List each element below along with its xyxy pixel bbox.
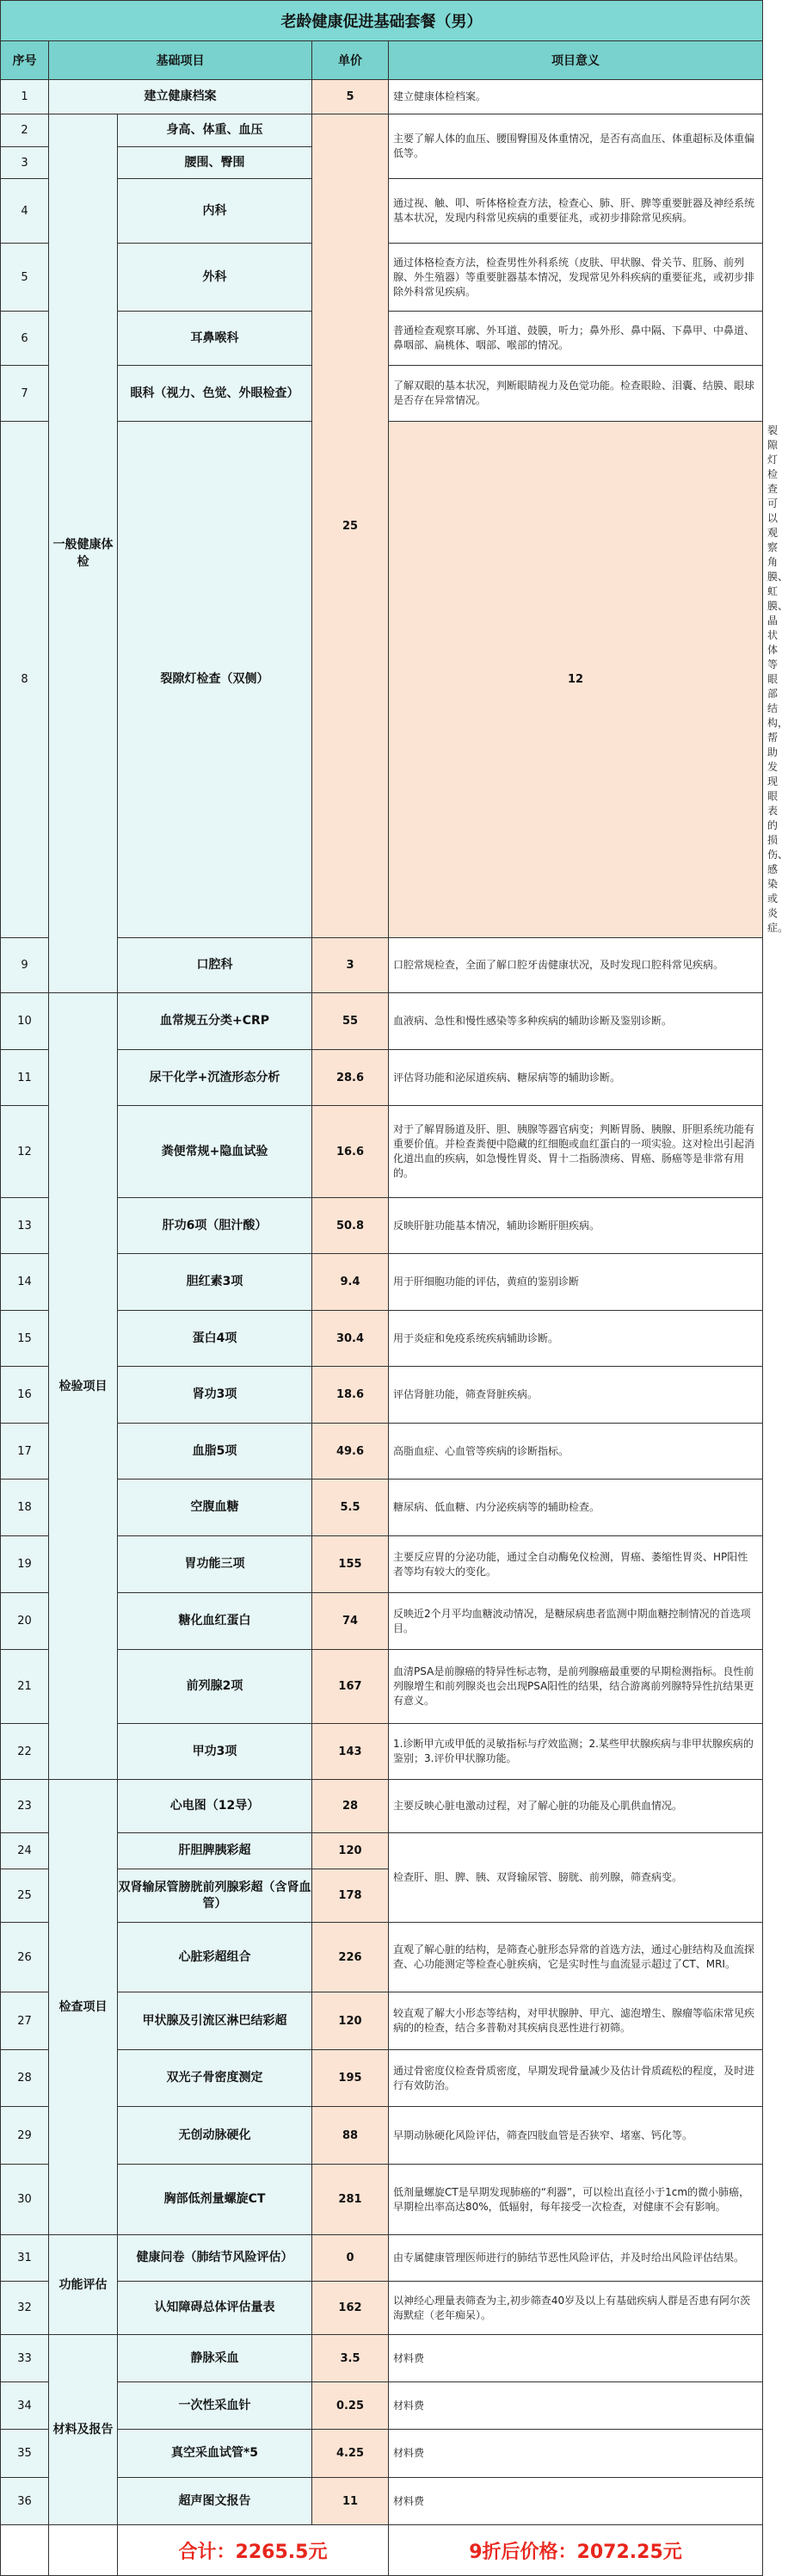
table-row: [1, 114, 763, 147]
row-number: 29: [1, 2107, 49, 2165]
item-price: 0.25: [312, 2382, 389, 2430]
item-name: 内科: [118, 179, 312, 244]
item-price: 226: [312, 1923, 389, 1992]
item-name: 腰围、臀围: [118, 147, 312, 179]
page-title: 老龄健康促进基础套餐（男）: [1, 1, 763, 41]
item-price: 120: [312, 1833, 389, 1869]
item-description: 由专属健康管理医师进行的肺结节恶性风险评估，并及时给出风险评估结果。: [389, 2235, 763, 2282]
row-number: 5: [1, 244, 49, 312]
item-price: 155: [312, 1536, 389, 1593]
row-number: 6: [1, 312, 49, 366]
item-price: 3: [312, 938, 389, 993]
item-price: 143: [312, 1724, 389, 1780]
row-number: 35: [1, 2430, 49, 2478]
item-name: 裂隙灯检查（双侧）: [118, 422, 312, 938]
row-number: 12: [1, 1106, 49, 1198]
item-description: 了解双眼的基本状况，判断眼睛视力及色觉功能。检查眼睑、泪囊、结膜、眼球是否存在异常情况。: [389, 366, 763, 422]
category-exam: 检查项目: [49, 1780, 118, 2235]
category-general: 一般健康体检: [49, 114, 118, 993]
item-name: 胸部低剂量螺旋CT: [118, 2165, 312, 2235]
item-price: 167: [312, 1650, 389, 1724]
item-name: 尿干化学+沉渣形态分析: [118, 1050, 312, 1106]
item-price: 195: [312, 2050, 389, 2107]
header-no: 序号: [1, 41, 49, 80]
category-material: 材料及报告: [49, 2335, 118, 2525]
item-name: 空腹血糖: [118, 1480, 312, 1536]
item-description: 高脂血症、心血管等疾病的诊断指标。: [389, 1424, 763, 1480]
row-number: 26: [1, 1923, 49, 1992]
item-price: 49.6: [312, 1424, 389, 1480]
item-name: 建立健康档案: [49, 80, 312, 114]
item-name: 无创动脉硬化: [118, 2107, 312, 2165]
item-price: 28: [312, 1780, 389, 1833]
item-price: 178: [312, 1869, 389, 1923]
item-name: 外科: [118, 244, 312, 312]
row-number: 11: [1, 1050, 49, 1106]
item-description: 建立健康体检档案。: [389, 80, 763, 114]
row-number: 27: [1, 1992, 49, 2050]
item-name: 心电图（12导）: [118, 1780, 312, 1833]
item-description: 材料费: [389, 2382, 763, 2430]
item-description: 较直观了解大小形态等结构，对甲状腺肿、甲亢、滤泡增生、腺瘤等临床常见疾病的的检查，结合多普勒对其疾病良恶性进行初筛。: [389, 1992, 763, 2050]
row-number: 18: [1, 1480, 49, 1536]
item-price: 5.5: [312, 1480, 389, 1536]
row-number: 28: [1, 2050, 49, 2107]
item-name: 耳鼻喉科: [118, 312, 312, 366]
table-row: [1, 80, 763, 114]
row-number: 13: [1, 1198, 49, 1254]
header-price: 单价: [312, 41, 389, 80]
header-meaning: 项目意义: [389, 41, 763, 80]
item-name: 真空采血试管*5: [118, 2430, 312, 2478]
row-number: 2: [1, 114, 49, 147]
item-name: 双光子骨密度测定: [118, 2050, 312, 2107]
item-name: 甲功3项: [118, 1724, 312, 1780]
row-number: 8: [1, 422, 49, 938]
item-description: 普通检查观察耳廓、外耳道、鼓膜，听力；鼻外形、鼻中隔、下鼻甲、中鼻道、鼻咽部、扁桃体、咽部、喉部的情况。: [389, 312, 763, 366]
item-description: 检查肝、胆、脾、胰、双肾输尿管、膀胱、前列腺，筛查病变。: [389, 1833, 763, 1923]
row-number: 21: [1, 1650, 49, 1724]
header-item: 基础项目: [49, 41, 312, 80]
item-name: 甲状腺及引流区淋巴结彩超: [118, 1992, 312, 2050]
row-number: 1: [1, 80, 49, 114]
row-number: 19: [1, 1536, 49, 1593]
item-price: 25: [312, 114, 389, 938]
item-name: 蛋白4项: [118, 1311, 312, 1367]
item-description: 口腔常规检查，全面了解口腔牙齿健康状况，及时发现口腔科常见疾病。: [389, 938, 763, 993]
item-price: 162: [312, 2282, 389, 2335]
row-number: 7: [1, 366, 49, 422]
table-row: 8 裂隙灯检查（双侧） 12 裂隙灯检查可以观察角膜、虹膜、晶状体等眼部结构，帮助发现眼表的损伤、感染或炎症。: [1, 422, 763, 938]
item-description: 主要了解人体的血压、腰围臀围及体重情况，是否有高血压、体重超标及体重偏低等。: [389, 114, 763, 179]
row-number: 24: [1, 1833, 49, 1869]
footer-blank: [1, 2525, 49, 2576]
item-price: 30.4: [312, 1311, 389, 1367]
item-price: 9.4: [312, 1254, 389, 1311]
row-number: 4: [1, 179, 49, 244]
row-number: 9: [1, 938, 49, 993]
item-name: 眼科（视力、色觉、外眼检查）: [118, 366, 312, 422]
item-description: 直观了解心脏的结构，是筛查心脏形态异常的首选方法，通过心脏结构及血流探查、心功能测定等检查心脏疾病，它是实时性与血流显示超过了CT、MRI。: [389, 1923, 763, 1992]
item-name: 粪便常规+隐血试验: [118, 1106, 312, 1198]
row-number: 15: [1, 1311, 49, 1367]
item-description: 用于肝细胞功能的评估，黄疸的鉴别诊断: [389, 1254, 763, 1311]
item-name: 心脏彩超组合: [118, 1923, 312, 1992]
item-name: 前列腺2项: [118, 1650, 312, 1724]
item-description: 主要反应胃的分泌功能，通过全自动酶免仪检测，胃癌、萎缩性胃炎、HP阳性者等均有较大的变化。: [389, 1536, 763, 1593]
item-name: 静脉采血: [118, 2335, 312, 2382]
footer-blank: [49, 2525, 118, 2576]
item-name: 糖化血红蛋白: [118, 1593, 312, 1650]
item-description: 1.诊断甲亢或甲低的灵敏指标与疗效监测；2.某些甲状腺疾病与非甲状腺疾病的鉴别；3.评价甲状腺功能。: [389, 1724, 763, 1780]
item-price: 55: [312, 993, 389, 1050]
row-number: 25: [1, 1869, 49, 1923]
item-price: 0: [312, 2235, 389, 2282]
item-price: 11: [312, 2478, 389, 2525]
item-description: 对于了解胃肠道及肝、胆、胰腺等器官病变；判断胃肠、胰腺、肝胆系统功能有重要价值。并检查粪便中隐藏的红细胞或血红蛋白的一项实验。这对检出引起消化道出血的疾病，如急慢性胃炎、胃十二指肠溃疡、胃癌、肠癌等是非常有用的。: [389, 1106, 763, 1198]
item-description: 糖尿病、低血糖、内分泌疾病等的辅助检查。: [389, 1480, 763, 1536]
row-number: 36: [1, 2478, 49, 2525]
item-name: 胃功能三项: [118, 1536, 312, 1593]
table-row: [1, 993, 763, 1050]
item-name: 一次性采血针: [118, 2382, 312, 2430]
row-number: 32: [1, 2282, 49, 2335]
item-description: 低剂量螺旋CT是早期发现肺癌的“利器”，可以检出直径小于1cm的微小肺癌，早期检出率高达80%，低辐射，每年接受一次检查，对健康不会有影响。: [389, 2165, 763, 2235]
row-number: 14: [1, 1254, 49, 1311]
row-number: 30: [1, 2165, 49, 2235]
item-name: 血常规五分类+CRP: [118, 993, 312, 1050]
item-price: 12: [389, 422, 763, 938]
item-name: 血脂5项: [118, 1424, 312, 1480]
item-description: 评估肾功能和泌尿道疾病、糖尿病等的辅助诊断。: [389, 1050, 763, 1106]
item-description: 早期动脉硬化风险评估，筛查四肢血管是否狭窄、堵塞、钙化等。: [389, 2107, 763, 2165]
item-description: 血清PSA是前腺癌的特异性标志物，是前列腺癌最重要的早期检测指标。良性前列腺增生和前列腺炎也会出现PSA阳性的结果，结合游离前列腺特异性抗结果更有意义。: [389, 1650, 763, 1724]
item-price: 120: [312, 1992, 389, 2050]
item-description: 反映肝脏功能基本情况，辅助诊断肝胆疾病。: [389, 1198, 763, 1254]
item-description: 用于炎症和免疫系统疾病辅助诊断。: [389, 1311, 763, 1367]
item-description: 材料费: [389, 2430, 763, 2478]
item-name: 口腔科: [118, 938, 312, 993]
row-number: 17: [1, 1424, 49, 1480]
row-number: 23: [1, 1780, 49, 1833]
item-name: 认知障碍总体评估量表: [118, 2282, 312, 2335]
item-description: 通过骨密度仪检查骨质密度，早期发现骨量减少及估计骨质疏松的程度，及时进行有效防治。: [389, 2050, 763, 2107]
row-number: 31: [1, 2235, 49, 2282]
item-name: 健康问卷（肺结节风险评估）: [118, 2235, 312, 2282]
row-number: 22: [1, 1724, 49, 1780]
item-description: 评估肾脏功能，筛查肾脏疾病。: [389, 1367, 763, 1424]
item-price: 4.25: [312, 2430, 389, 2478]
row-number: 10: [1, 993, 49, 1050]
item-name: 超声图文报告: [118, 2478, 312, 2525]
table-row: [1, 1780, 763, 1833]
item-name: 肝功6项（胆汁酸）: [118, 1198, 312, 1254]
item-price: 281: [312, 2165, 389, 2235]
item-price: 5: [312, 80, 389, 114]
row-number: 16: [1, 1367, 49, 1424]
row-number: 34: [1, 2382, 49, 2430]
item-description: 主要反映心脏电激动过程，对了解心脏的功能及心肌供血情况。: [389, 1780, 763, 1833]
item-description: 反映近2个月平均血糖波动情况，是糖尿病患者监测中期血糖控制情况的首选项目。: [389, 1593, 763, 1650]
table-row: [1, 2335, 763, 2382]
category-lab: 检验项目: [49, 993, 118, 1780]
row-number: 3: [1, 147, 49, 179]
item-name: 肝胆脾胰彩超: [118, 1833, 312, 1869]
total-price: 合计：2265.5元: [118, 2525, 389, 2576]
row-number: 33: [1, 2335, 49, 2382]
item-description: 血液病、急性和慢性感染等多种疾病的辅助诊断及鉴别诊断。: [389, 993, 763, 1050]
item-price: 3.5: [312, 2335, 389, 2382]
item-price: 88: [312, 2107, 389, 2165]
item-price: 50.8: [312, 1198, 389, 1254]
item-price: 16.6: [312, 1106, 389, 1198]
item-price: 18.6: [312, 1367, 389, 1424]
item-price: 28.6: [312, 1050, 389, 1106]
item-description: 通过视、触、叩、听体格检查方法，检查心、肺、肝、脾等重要脏器及神经系统基本状况，发现内科常见疾病的重要征兆，或初步排除常见疾病。: [389, 179, 763, 244]
item-price: 74: [312, 1593, 389, 1650]
item-description: 材料费: [389, 2478, 763, 2525]
row-number: 20: [1, 1593, 49, 1650]
item-name: 双肾输尿管膀胱前列腺彩超（含肾血管）: [118, 1869, 312, 1923]
total-row: [1, 2525, 763, 2576]
item-name: 身高、体重、血压: [118, 114, 312, 147]
table-row: [1, 2235, 763, 2282]
item-description: 以神经心理量表筛查为主,初步筛查40岁及以上有基础疾病人群是否患有阿尔茨海默症（老年痴呆）。: [389, 2282, 763, 2335]
item-description: 材料费: [389, 2335, 763, 2382]
item-description: 通过体格检查方法，检查男性外科系统（皮肤、甲状腺、骨关节、肛肠、前列腺、外生殖器）等重要脏器基本情况，发现常见外科疾病的重要征兆，或初步排除外科常见疾病。: [389, 244, 763, 312]
discount-price: 9折后价格：2072.25元: [389, 2525, 763, 2576]
item-name: 胆红素3项: [118, 1254, 312, 1311]
category-function: 功能评估: [49, 2235, 118, 2335]
item-name: 肾功3项: [118, 1367, 312, 1424]
